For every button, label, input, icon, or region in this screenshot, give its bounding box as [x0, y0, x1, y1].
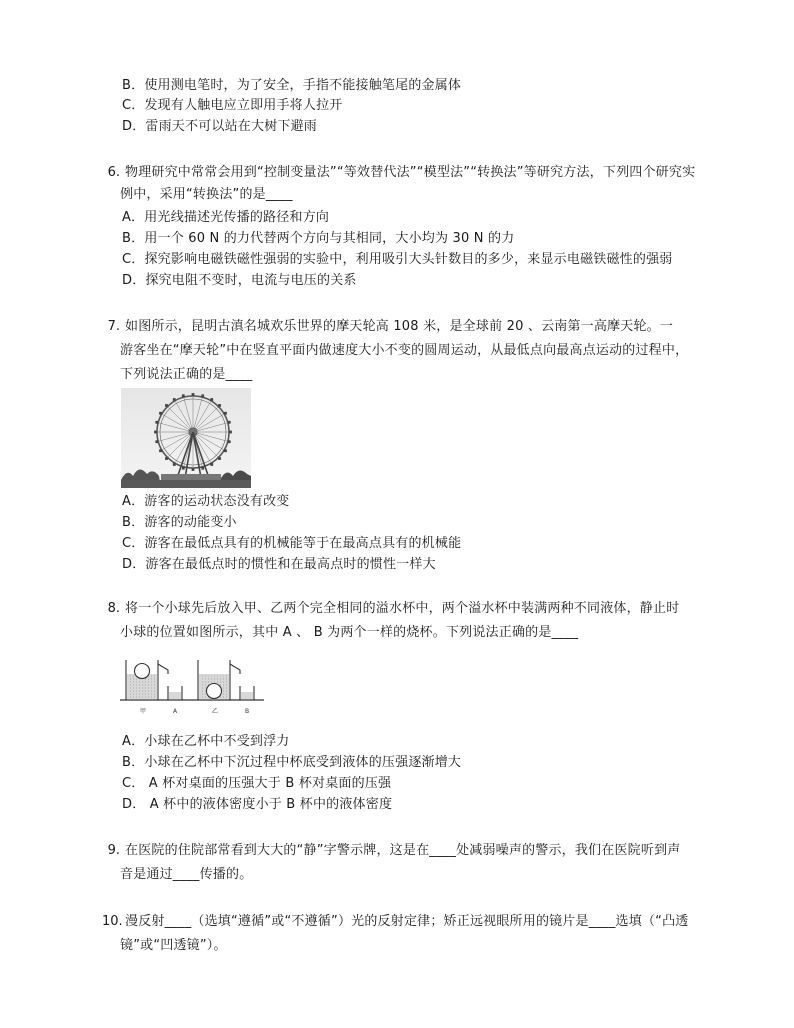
- q9-number: 9.: [107, 843, 120, 858]
- q8-option-d: D． A 杯中的液体密度小于 B 杯中的液体密度: [122, 797, 393, 812]
- q6-number: 6.: [107, 165, 120, 180]
- q7-option-a: A．游客的运动状态没有改变: [122, 494, 290, 509]
- q6-option-a: A．用光线描述光传播的路径和方向: [122, 210, 330, 225]
- q10-number: 10.: [102, 914, 123, 929]
- q5-option-c: C．发现有人触电应立即用手将人拉开: [122, 98, 343, 113]
- label-jia: 甲: [140, 708, 147, 715]
- q7-number: 7.: [107, 319, 120, 334]
- q8-stem-line-2: 小球的位置如图所示，其中 A 、 B 为两个一样的烧杯。下列说法正确的是____: [120, 625, 579, 640]
- q8-number: 8.: [107, 601, 120, 616]
- q7-stem-line-3: 下列说法正确的是____: [120, 367, 253, 382]
- q9-stem-line-1: 在医院的住院部常看到大大的“静”字警示牌，这是在____处减弱噪声的警示，我们在医院听到声: [125, 843, 681, 858]
- q8-stem-line-1: 将一个小球先后放入甲、乙两个完全相同的溢水杯中，两个溢水杯中装满两种不同液体，静止时: [125, 601, 680, 616]
- q8-option-c: C． A 杯对桌面的压强大于 B 杯对桌面的压强: [122, 776, 392, 791]
- label-a: A: [173, 708, 178, 715]
- q7-option-d: D．游客在最低点时的惯性和在最高点时的惯性一样大: [122, 557, 436, 572]
- label-b: B: [245, 708, 250, 715]
- q8-option-b: B．小球在乙杯中下沉过程中杯底受到液体的压强逐渐增大: [122, 755, 462, 770]
- overflow-cups-figure: [118, 650, 268, 720]
- q6-option-b: B．用一个 60 N 的力代替两个方向与其相同，大小均为 30 N 的力: [122, 231, 515, 246]
- q6-stem-line-1: 物理研究中常常会用到“控制变量法”“等效替代法”“模型法”“转换法”等研究方法，下列四个研究实: [125, 165, 696, 180]
- q5-option-d: D．雷雨天不可以站在大树下避雨: [122, 119, 318, 134]
- q5-option-b: B．使用测电笔时，为了安全，手指不能接触笔尾的金属体: [122, 78, 462, 93]
- q6-stem-line-2: 例中，采用“转换法”的是____: [120, 187, 293, 202]
- q7-option-c: C．游客在最低点具有的机械能等于在最高点具有的机械能: [122, 536, 462, 551]
- q6-option-d: D．探究电阻不变时，电流与电压的关系: [122, 273, 357, 288]
- q7-option-b: B．游客的动能变小: [122, 515, 237, 530]
- q8-option-a: A．小球在乙杯中不受到浮力: [122, 734, 290, 749]
- q7-stem-line-1: 如图所示，昆明古滇名城欢乐世界的摩天轮高 108 米，是全球前 20 、云南第一高摩天轮。一: [125, 319, 674, 334]
- ferris-wheel-photo: [121, 388, 251, 488]
- q10-stem-line-1: 漫反射____（选填“遵循”或“不遵循”）光的反射定律；矫正远视眼所用的镜片是____选填（“凸透: [125, 914, 689, 929]
- q9-stem-line-2: 音是通过____传播的。: [120, 867, 253, 882]
- q10-stem-line-2: 镜”或“凹透镜”）。: [120, 938, 227, 953]
- q7-stem-line-2: 游客坐在“摩天轮”中在竖直平面内做速度大小不变的圆周运动，从最低点向最高点运动的过程中，: [120, 343, 689, 358]
- q6-option-c: C．探究影响电磁铁磁性强弱的实验中，利用吸引大头针数目的多少，来显示电磁铁磁性的强弱: [122, 252, 673, 267]
- label-yi: 乙: [212, 708, 219, 715]
